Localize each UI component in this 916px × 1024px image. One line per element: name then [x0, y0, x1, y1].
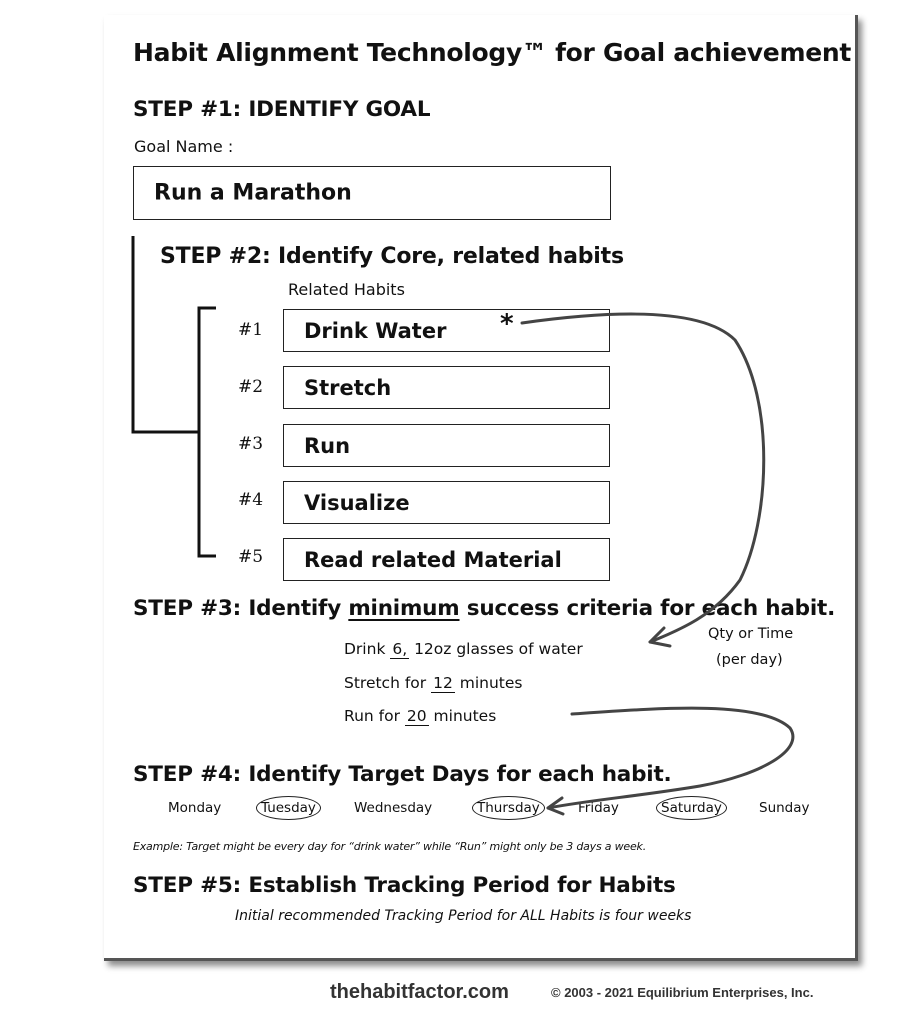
outer-bracket: [133, 236, 198, 432]
habit-number: #4: [238, 490, 264, 510]
step4-heading-bold: Target: [348, 762, 425, 787]
qty-time-note: Qty or Time: [708, 626, 794, 642]
step4-heading-post: Days for each habit.: [424, 762, 672, 787]
criteria-value: 12: [433, 674, 453, 692]
criteria-text: Stretch for: [344, 674, 432, 692]
criteria-value: 20: [406, 707, 427, 725]
day-wednesday: Wednesday: [354, 800, 433, 816]
step5-heading: STEP #5: Establish Tracking Period for Habits: [133, 873, 676, 898]
habit-number: #3: [238, 434, 264, 454]
day-friday: Friday: [578, 800, 619, 816]
day-saturday-circled: Saturday: [656, 796, 727, 820]
example-note: Example: Target might be every day for “drink water” while “Run” might only be 3 days a week.: [133, 840, 647, 853]
tracking-period-note: Initial recommended Tracking Period for ALL Habits is four weeks: [235, 908, 692, 924]
criteria-text: Run for: [344, 707, 405, 725]
day-sunday: Sunday: [759, 800, 810, 816]
step4-heading-pre: STEP #4: Identify: [133, 762, 349, 787]
habit-number: #2: [238, 377, 264, 397]
step2-heading: STEP #2: Identify Core, related habits: [160, 244, 624, 269]
habit-name: Drink Water: [304, 318, 447, 343]
step1-heading: STEP #1: IDENTIFY GOAL: [133, 97, 431, 122]
day-monday: Monday: [168, 800, 222, 816]
worksheet-title: Habit Alignment Technology™ for Goal achievement: [133, 38, 852, 67]
step3-heading-underlined: minimum: [348, 596, 460, 621]
criteria-text: minutes: [428, 707, 497, 725]
arrow-curve-2: [548, 708, 793, 808]
arrow-curve-1: [522, 314, 764, 642]
criteria-value: 6,: [392, 640, 408, 658]
habit-number: #5: [238, 547, 264, 567]
habit-name: Read related Material: [304, 547, 562, 572]
goal-name-label: Goal Name :: [134, 137, 234, 156]
habit-name: Visualize: [304, 490, 410, 515]
step3-heading-post: success criteria for each habit.: [459, 596, 836, 621]
habit-number: #1: [238, 320, 264, 340]
habit-name: Run: [304, 433, 351, 458]
asterisk-mark: *: [500, 309, 514, 339]
per-day-note: (per day): [716, 652, 783, 668]
goal-name-value: Run a Marathon: [154, 180, 352, 206]
step3-heading-pre: STEP #3: Identify: [133, 596, 349, 621]
related-habits-label: Related Habits: [288, 280, 405, 299]
footer-site: thehabitfactor.com: [330, 981, 509, 1003]
habit-name: Stretch: [304, 375, 392, 400]
criteria-text: 12oz glasses of water: [409, 640, 583, 658]
habits-bracket: [199, 308, 216, 556]
day-tuesday-circled: Tuesday: [256, 796, 321, 820]
criteria-text: Drink: [344, 640, 391, 658]
footer-copyright: © 2003 - 2021 Equilibrium Enterprises, Inc.: [551, 985, 814, 1000]
day-thursday-circled: Thursday: [472, 796, 545, 820]
criteria-text: minutes: [454, 674, 523, 692]
